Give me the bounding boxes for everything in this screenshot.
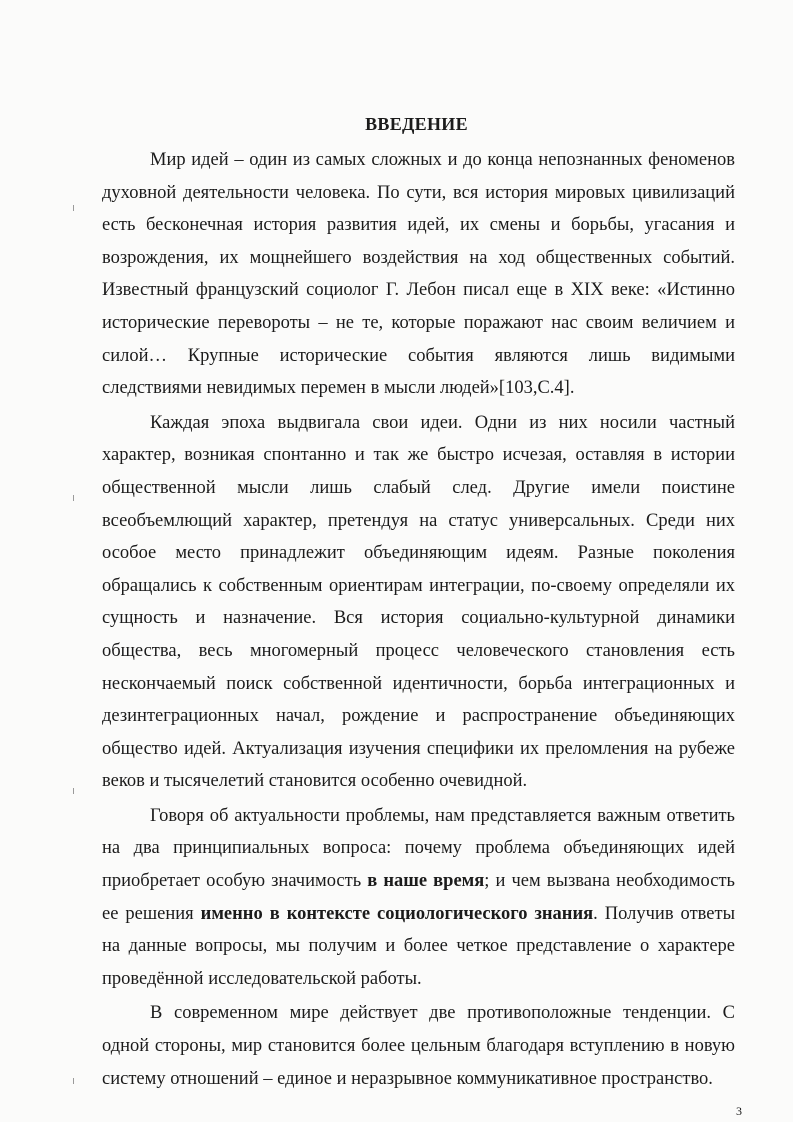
margin-mark [73,205,74,211]
margin-mark [73,788,74,794]
paragraph-4: В современном мире действует две противоположные тенденции. С одной стороны, мир становится более цельным благодаря вступлению в новую систему отношений – единое и неразрывное коммуникативное пространство. [102,1003,735,1089]
paragraph-2: Каждая эпоха выдвигала свои идеи. Одни из них носили частный характер, возникая спонтанно и так же быстро исчезая, оставляя в истории общественной мысли лишь слабый след. Другие имели поистине всеобъемлющий характер, претендуя на статус универсальных. Среди них особое место принадлежит объединяющим идеям. Разные поколения обращались к собственным ориентирам интеграции, по-своему определяли их сущность и назначение. Вся история социально-культурной динамики общества, весь многомерный процесс человеческого становления есть нескончаемый поиск собственной идентичности, борьба интеграционных и дезинтеграционных начал, рождение и распространение объединяющих общество идей. Актуализация изучения специфики их преломления на рубеже веков и тысячелетий становится особенно очевидной. [102,412,735,792]
page-title: ВВЕДЕНИЕ [365,114,468,134]
page-number: 3 [736,1104,742,1118]
emphasis-text: в наше время [367,871,485,892]
paragraph-3: Говоря об актуальности проблемы, нам представляется важным ответить на два принципиальных вопроса: почему проблема объединяющих идей приобретает особую значимость в наше время; и чем вызвана необходимость ее решения именно в контексте социологического знания. Получив ответы на данные вопросы, мы получим и более четкое представление о характере проведённой исследовательской работы. [102,805,736,989]
paragraph-1: Мир идей – один из самых сложных и до конца непознанных феноменов духовной деятельности человека. По сути, вся история мировых цивилизаций есть бесконечная история развития идей, их смены и борьбы, угасания и возрождения, их мощнейшего воздействия на ход общественных событий. Известный французский социолог Г. Лебон писал еще в XIX веке: «Истинно исторические перевороты – не те, которые поражают нас своим величием и силой… Крупные исторические события являются лишь видимыми следствиями невидимых перемен в мысли людей»[103,С.4]. [102,150,735,399]
body-text [102,144,735,1095]
emphasis-text: именно в контексте социологического знания [200,903,594,924]
margin-mark [73,1078,74,1084]
margin-mark [73,495,74,501]
